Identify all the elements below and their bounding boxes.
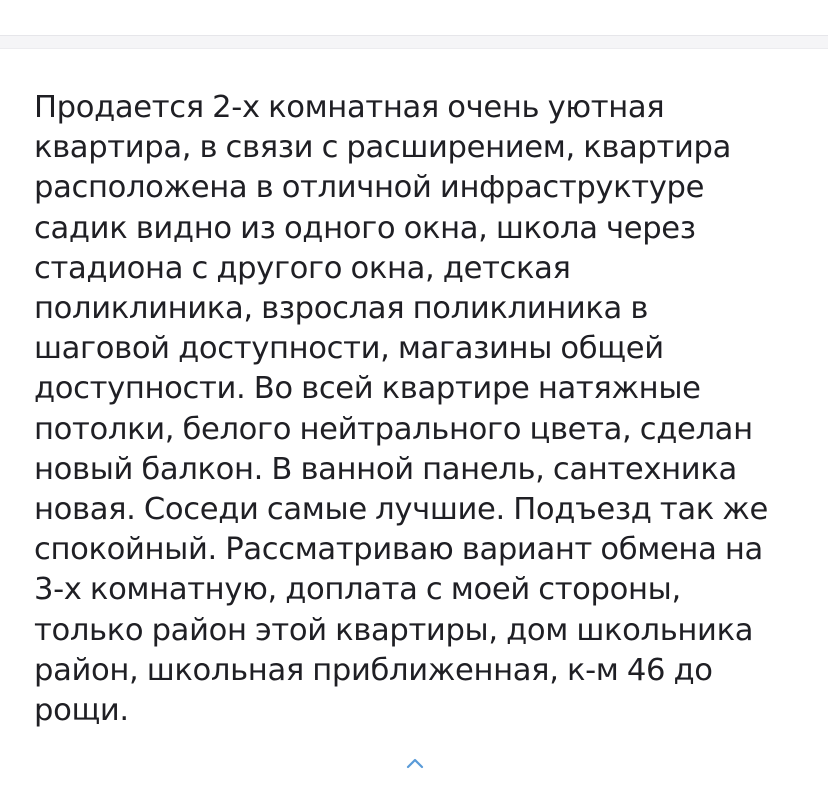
collapse-description-button[interactable] bbox=[400, 752, 430, 774]
section-divider bbox=[0, 35, 828, 49]
top-band bbox=[0, 0, 828, 35]
chevron-up-icon bbox=[406, 758, 424, 769]
listing-description: Продается 2-х комнатная очень уютная квартира, в связи с расширением, квартира расположена в отличной инфраструктуре садик видно из одного окна, школа через стадиона с другого окна, детская поликлиника, взрослая поликлиника в шаговой доступности, магазины общей доступности. Во всей квартире натяжные потолки, белого нейтрального цвета, сделан новый балкон. В ванной панель, сантехника новая. Соседи самые лучшие. Подъезд так же спокойный. Рассматриваю вариант обмена на 3-х комнатную, доплата с моей стороны, только район этой квартиры, дом школьника район, школьная приближенная, к-м 46 до рощи. bbox=[34, 90, 768, 729]
